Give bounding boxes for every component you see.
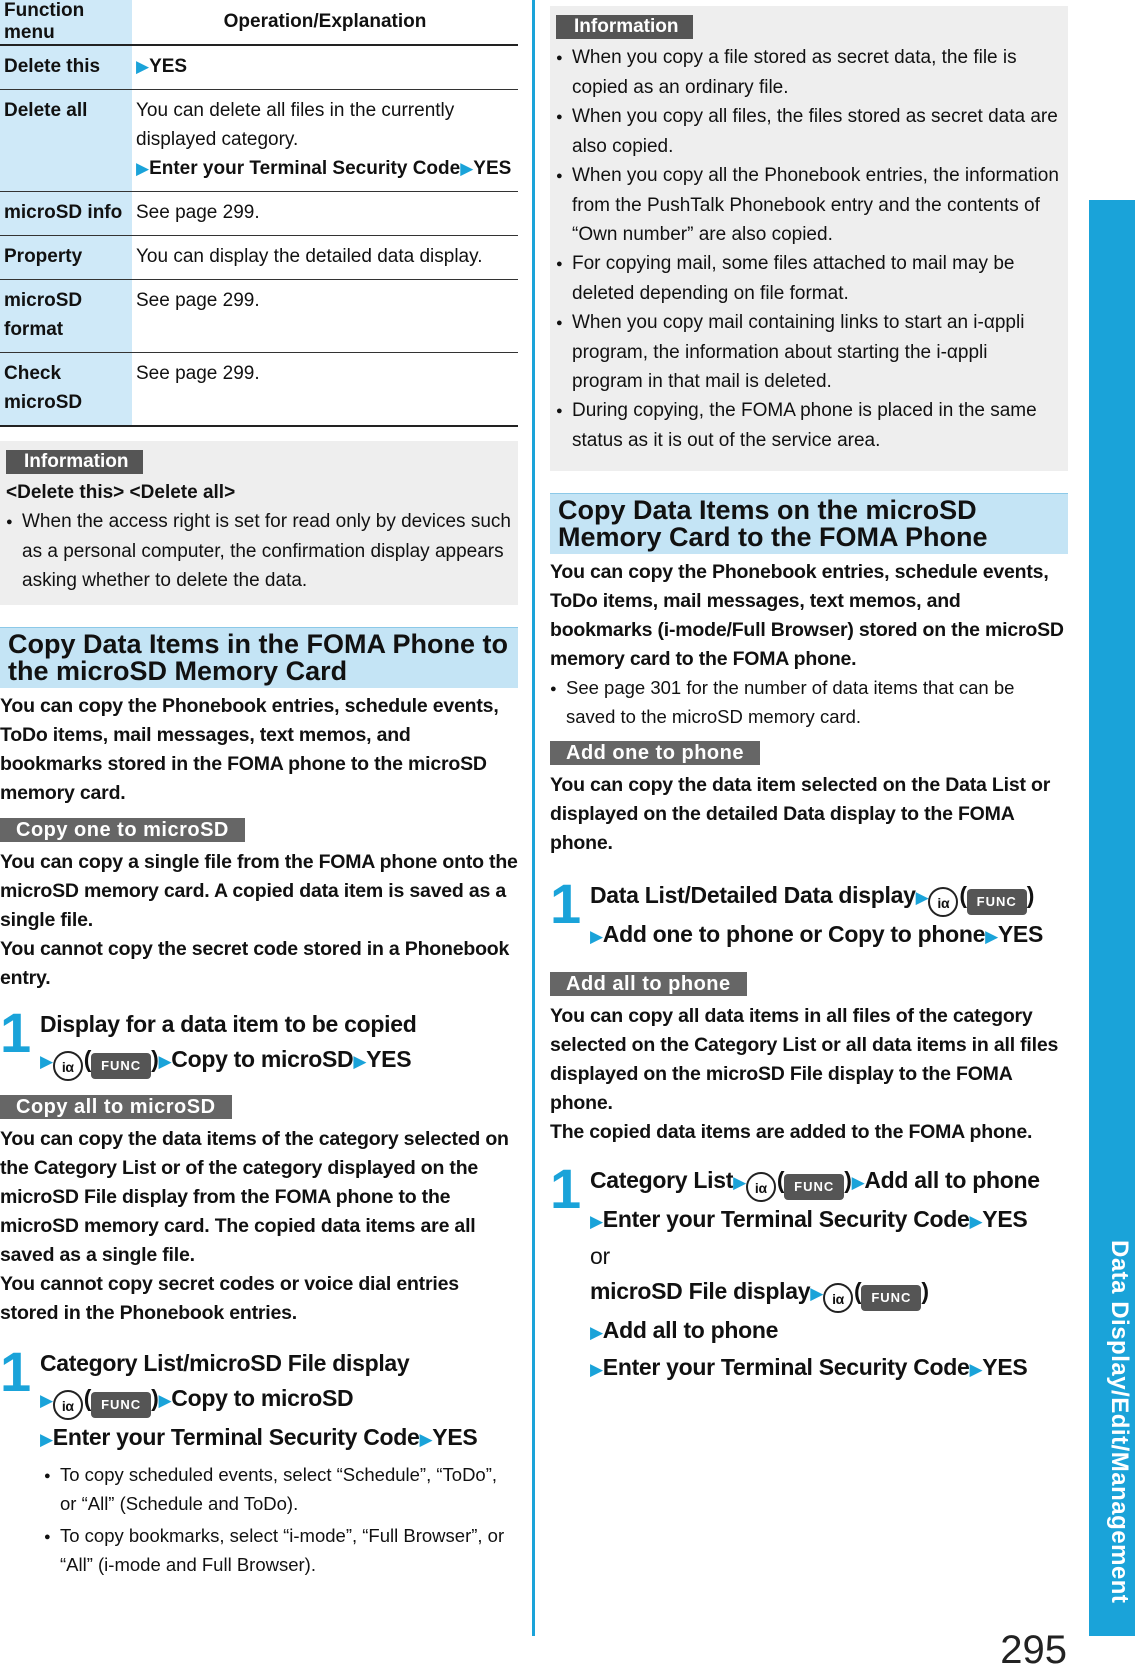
copy-one-text: You can copy a single file from the FOMA phone onto the microSD memory card. A copied data item is saved as a single file. — [0, 851, 518, 931]
table-row — [0, 236, 518, 280]
func-key-icon: FUNC — [91, 1053, 151, 1079]
subsection-tag-copy-all: Copy all to microSD — [0, 1095, 232, 1119]
row-function: microSD format — [0, 280, 132, 353]
row-operation: You can delete all files in the currently displayed category. ▶Enter your Terminal Security Code▶YES — [132, 90, 518, 192]
row-operation: See page 299. — [132, 192, 518, 236]
step-number: 1 — [0, 1001, 32, 1064]
subsection-tag-copy-one: Copy one to microSD — [0, 818, 245, 842]
arrow-icon: ▶ — [353, 1052, 367, 1071]
copy-all-text: You can copy the data items of the category selected on the Category List or of the category displayed on the microSD File display from the FOMA phone to the microSD memory card. The copied data items are all saved as a single file. — [0, 1128, 509, 1266]
chapter-side-tab — [1089, 200, 1135, 1636]
row-function: Delete all — [0, 90, 132, 192]
func-key-icon: FUNC — [861, 1285, 921, 1311]
row-function: Property — [0, 236, 132, 280]
arrow-icon: ▶ — [419, 1430, 433, 1449]
arrow-icon: ▶ — [136, 159, 150, 178]
chapter-label: Data Display/Edit/Management — [1106, 1240, 1133, 1604]
step-copy-one: 1 Display for a data item to be copied ▶ iα ( FUNC )▶Copy to microSD▶YES — [0, 1007, 518, 1081]
arrow-icon: ▶ — [915, 888, 929, 907]
subsection-tag-add-all: Add all to phone — [550, 972, 747, 996]
table-row — [0, 353, 518, 427]
arrow-icon: ▶ — [733, 1173, 746, 1192]
arrow-icon: ▶ — [158, 1052, 172, 1071]
column-divider — [532, 0, 535, 1636]
note-bookmarks: ● To copy bookmarks, select “i-mode”, “Full Browser”, or “All” (i-mode and Full Browser). — [44, 1522, 518, 1579]
section-intro: You can copy the Phonebook entries, schedule events, ToDo items, mail messages, text memos, and bookmarks (i-mode/Full Browser) stored on the microSD memory card to the FOMA phone. — [550, 561, 1064, 670]
arrow-icon: ▶ — [969, 1212, 983, 1231]
i-appli-key-icon: iα — [823, 1283, 853, 1313]
section-intro: You can copy the Phonebook entries, schedule events, ToDo items, mail messages, text memos, and bookmarks stored in the FOMA phone to the microSD memory card. — [0, 695, 499, 804]
info-bullet: ● For copying mail, some files attached to mail may be deleted depending on file format. — [556, 249, 1062, 308]
function-menu-table — [0, 0, 518, 427]
step-add-all: 1 Category List▶ iα ( FUNC )▶Add all to phone ▶Enter your Terminal Security Code▶YES or microSD File display▶ iα ( FUNC ) ▶Add all to phone ▶Enter your Terminal Security Code▶YES — [550, 1163, 1068, 1387]
table-row — [0, 192, 518, 236]
arrow-icon: ▶ — [136, 57, 150, 76]
right-column — [550, 0, 1068, 1387]
arrow-icon: ▶ — [590, 1212, 603, 1231]
info-bullet: ● When you copy a file stored as secret data, the file is copied as an ordinary file. — [556, 43, 1062, 102]
row-function: microSD info — [0, 192, 132, 236]
arrow-icon: ▶ — [590, 927, 603, 946]
func-key-icon: FUNC — [784, 1174, 844, 1200]
i-appli-key-icon: iα — [928, 887, 958, 917]
step-number: 1 — [550, 872, 582, 935]
info-bullet: ● When you copy mail containing links to start an i-αppli program, the information about starting the i-αppli program in that mail is deleted. — [556, 308, 1062, 396]
func-key-icon: FUNC — [91, 1392, 151, 1418]
table-row — [0, 280, 518, 353]
row-operation: ▶YES — [132, 45, 518, 90]
row-operation: You can display the detailed data display. — [132, 236, 518, 280]
page-number: 295 — [1000, 1628, 1067, 1672]
info-title: <Delete this> <Delete all> — [6, 482, 236, 503]
info-box-delete — [0, 441, 518, 605]
func-key-icon: FUNC — [967, 889, 1027, 915]
info-tag: Information — [6, 450, 143, 474]
info-tag: Information — [556, 15, 693, 39]
arrow-icon: ▶ — [590, 1360, 603, 1379]
info-bullet: ● When the access right is set for read only by devices such as a personal computer, the confirmation display appears asking whether to delete the data. — [6, 507, 512, 595]
row-operation: See page 299. — [132, 353, 518, 427]
add-all-text: You can copy all data items in all files of the category selected on the Category List or all data items in all files displayed on the microSD File display to the FOMA phone. — [550, 1005, 1059, 1114]
i-appli-key-icon: iα — [746, 1172, 776, 1202]
step-copy-all: 1 Category List/microSD File display ▶ iα ( FUNC )▶Copy to microSD ▶Enter your Terminal Security Code▶YES ● To copy scheduled events, select “Schedule”, “ToDo”, or “All” (Schedule and ToDo). ● To copy bookmarks, select “i-mode”, “Full Browser”, or “All” (i-mode and Full Browser). — [0, 1346, 518, 1579]
arrow-icon: ▶ — [40, 1391, 53, 1410]
info-bullet: ● When you copy all the Phonebook entries, the information from the PushTalk Phonebook entry and the contents of “Own number” are also copied. — [556, 161, 1062, 249]
section-heading-to-microsd: Copy Data Items in the FOMA Phone to the microSD Memory Card — [0, 627, 518, 688]
arrow-icon: ▶ — [40, 1430, 53, 1449]
arrow-icon: ▶ — [969, 1360, 983, 1379]
arrow-icon: ▶ — [851, 1173, 865, 1192]
info-box-copy — [550, 6, 1068, 471]
copy-one-text-2: You cannot copy the secret code stored in a Phonebook entry. — [0, 938, 510, 989]
step-add-one: 1 Data List/Detailed Data display▶ iα ( FUNC ) ▶Add one to phone or Copy to phone▶YES — [550, 872, 1044, 947]
i-appli-key-icon: iα — [53, 1390, 83, 1420]
table-row — [0, 90, 518, 192]
add-all-text-2: The copied data items are added to the FOMA phone. — [550, 1121, 1033, 1143]
row-operation: See page 299. — [132, 280, 518, 353]
subsection-tag-add-one: Add one to phone — [550, 741, 760, 765]
table-header-function: Function menu — [0, 0, 132, 45]
section-note: ● See page 301 for the number of data items that can be saved to the microSD memory card. — [550, 674, 1068, 731]
row-function: Delete this — [0, 45, 132, 90]
arrow-icon: ▶ — [40, 1052, 53, 1071]
left-column — [0, 0, 518, 1579]
step-number: 1 — [0, 1340, 32, 1403]
info-bullet: ● During copying, the FOMA phone is placed in the same status as it is out of the service area. — [556, 396, 1062, 455]
i-appli-key-icon: iα — [53, 1051, 83, 1081]
copy-all-text-2: You cannot copy secret codes or voice dial entries stored in the Phonebook entries. — [0, 1273, 459, 1324]
arrow-icon: ▶ — [158, 1391, 172, 1410]
table-row — [0, 45, 518, 90]
note-schedule: ● To copy scheduled events, select “Schedule”, “ToDo”, or “All” (Schedule and ToDo). — [44, 1461, 518, 1518]
table-header-operation: Operation/Explanation — [132, 0, 518, 45]
row-function: Check microSD — [0, 353, 132, 427]
arrow-icon: ▶ — [590, 1323, 603, 1342]
arrow-icon: ▶ — [985, 927, 998, 946]
add-one-text: You can copy the data item selected on the Data List or displayed on the detailed Data display to the FOMA phone. — [550, 774, 1051, 854]
section-heading-to-phone: Copy Data Items on the microSD Memory Card to the FOMA Phone — [550, 493, 1068, 554]
arrow-icon: ▶ — [810, 1284, 824, 1303]
step-number: 1 — [550, 1157, 582, 1220]
info-bullet: ● When you copy all files, the files stored as secret data are also copied. — [556, 102, 1062, 161]
arrow-icon: ▶ — [460, 159, 474, 178]
or-label: or — [590, 1243, 610, 1269]
